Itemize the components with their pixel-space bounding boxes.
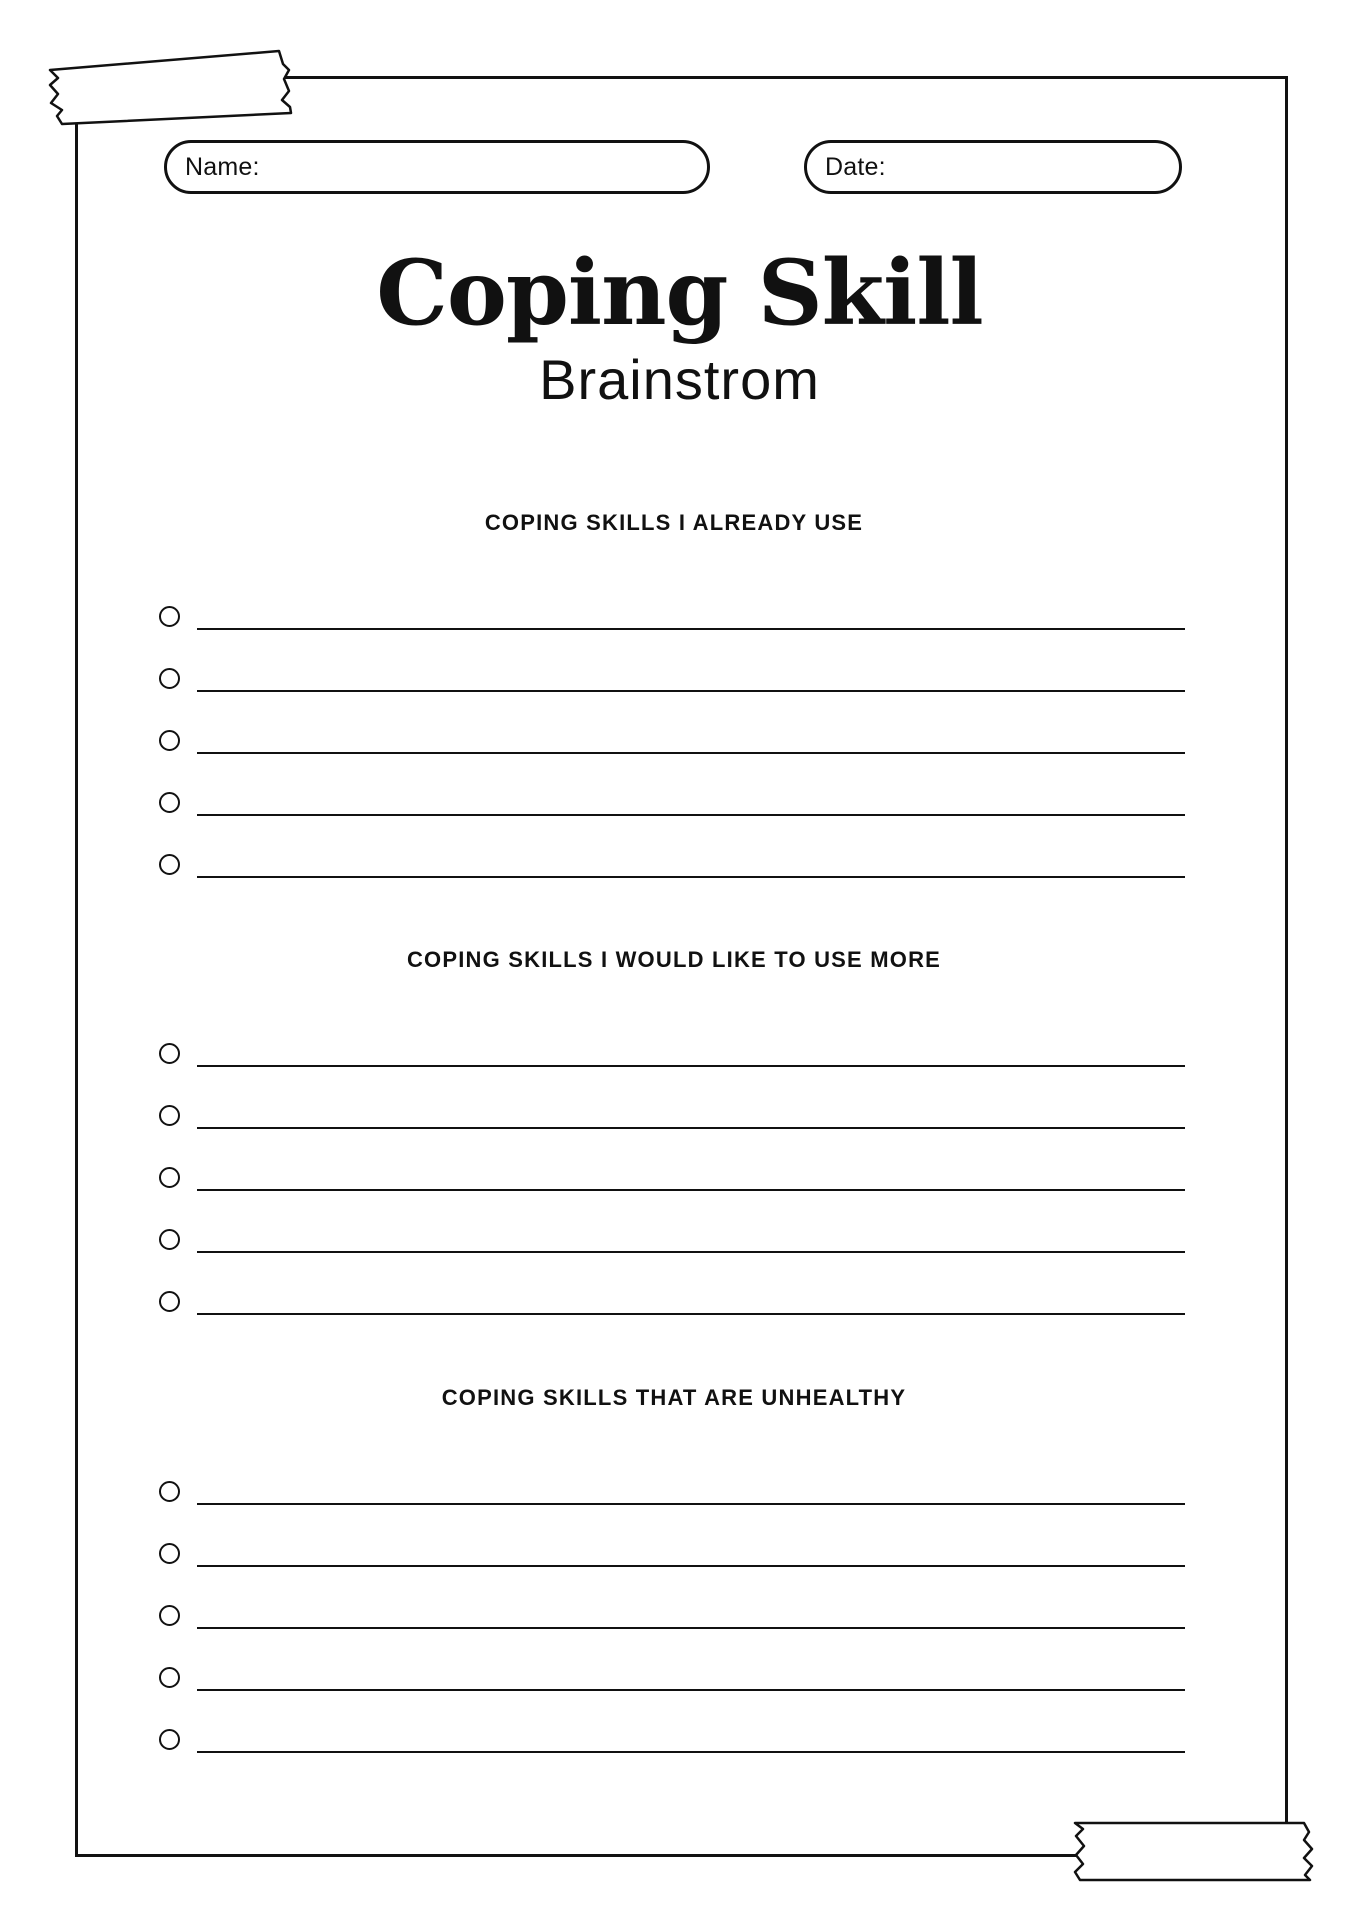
name-label: Name: bbox=[185, 152, 260, 181]
checkbox-circle-icon[interactable] bbox=[159, 1105, 180, 1126]
section-unhealthy bbox=[155, 1383, 1185, 1753]
checkbox-circle-icon[interactable] bbox=[159, 1481, 180, 1502]
page-subtitle: Brainstrom bbox=[539, 348, 820, 411]
section-already-use bbox=[155, 508, 1185, 878]
line-list bbox=[155, 1443, 1185, 1753]
write-in-line[interactable] bbox=[197, 874, 1185, 878]
section-heading: COPING SKILLS I ALREADY USE bbox=[484, 510, 864, 535]
checkbox-circle-icon[interactable] bbox=[159, 730, 180, 751]
checkbox-circle-icon[interactable] bbox=[159, 1729, 180, 1750]
write-in-line[interactable] bbox=[197, 1749, 1185, 1753]
list-item bbox=[155, 1505, 1185, 1567]
list-item bbox=[155, 1191, 1185, 1253]
date-label: Date: bbox=[825, 152, 886, 181]
list-item bbox=[155, 1067, 1185, 1129]
checkbox-circle-icon[interactable] bbox=[159, 854, 180, 875]
list-item bbox=[155, 1129, 1185, 1191]
page-title: Coping Skill bbox=[376, 240, 983, 346]
checkbox-circle-icon[interactable] bbox=[159, 792, 180, 813]
list-item bbox=[155, 1443, 1185, 1505]
checkbox-circle-icon[interactable] bbox=[159, 1291, 180, 1312]
write-in-line[interactable] bbox=[197, 1063, 1185, 1067]
section-use-more bbox=[155, 945, 1185, 1315]
checkbox-circle-icon[interactable] bbox=[159, 1667, 180, 1688]
write-in-line[interactable] bbox=[197, 1311, 1185, 1315]
list-item bbox=[155, 1691, 1185, 1753]
write-in-line[interactable] bbox=[197, 1625, 1185, 1629]
line-list bbox=[155, 568, 1185, 878]
list-item bbox=[155, 1629, 1185, 1691]
checkbox-circle-icon[interactable] bbox=[159, 1543, 180, 1564]
checkbox-circle-icon[interactable] bbox=[159, 668, 180, 689]
list-item bbox=[155, 1567, 1185, 1629]
tape-decoration-bottom bbox=[1072, 1820, 1322, 1884]
checkbox-circle-icon[interactable] bbox=[159, 1167, 180, 1188]
write-in-line[interactable] bbox=[197, 1249, 1185, 1253]
write-in-line[interactable] bbox=[197, 1563, 1185, 1567]
checkbox-circle-icon[interactable] bbox=[159, 606, 180, 627]
write-in-line[interactable] bbox=[197, 626, 1185, 630]
write-in-line[interactable] bbox=[197, 1501, 1185, 1505]
line-list bbox=[155, 1005, 1185, 1315]
checkbox-circle-icon[interactable] bbox=[159, 1605, 180, 1626]
list-item bbox=[155, 754, 1185, 816]
list-item bbox=[155, 692, 1185, 754]
write-in-line[interactable] bbox=[197, 688, 1185, 692]
write-in-line[interactable] bbox=[197, 812, 1185, 816]
write-in-line[interactable] bbox=[197, 1125, 1185, 1129]
list-item bbox=[155, 1253, 1185, 1315]
write-in-line[interactable] bbox=[197, 750, 1185, 754]
date-field[interactable] bbox=[804, 140, 1182, 194]
tape-decoration-top bbox=[46, 46, 298, 122]
write-in-line[interactable] bbox=[197, 1187, 1185, 1191]
checkbox-circle-icon[interactable] bbox=[159, 1229, 180, 1250]
list-item bbox=[155, 816, 1185, 878]
list-item bbox=[155, 568, 1185, 630]
section-heading: COPING SKILLS THAT ARE UNHEALTHY bbox=[441, 1385, 907, 1410]
name-field[interactable] bbox=[164, 140, 710, 194]
list-item bbox=[155, 1005, 1185, 1067]
section-heading: COPING SKILLS I WOULD LIKE TO USE MORE bbox=[406, 947, 942, 972]
write-in-line[interactable] bbox=[197, 1687, 1185, 1691]
checkbox-circle-icon[interactable] bbox=[159, 1043, 180, 1064]
list-item bbox=[155, 630, 1185, 692]
